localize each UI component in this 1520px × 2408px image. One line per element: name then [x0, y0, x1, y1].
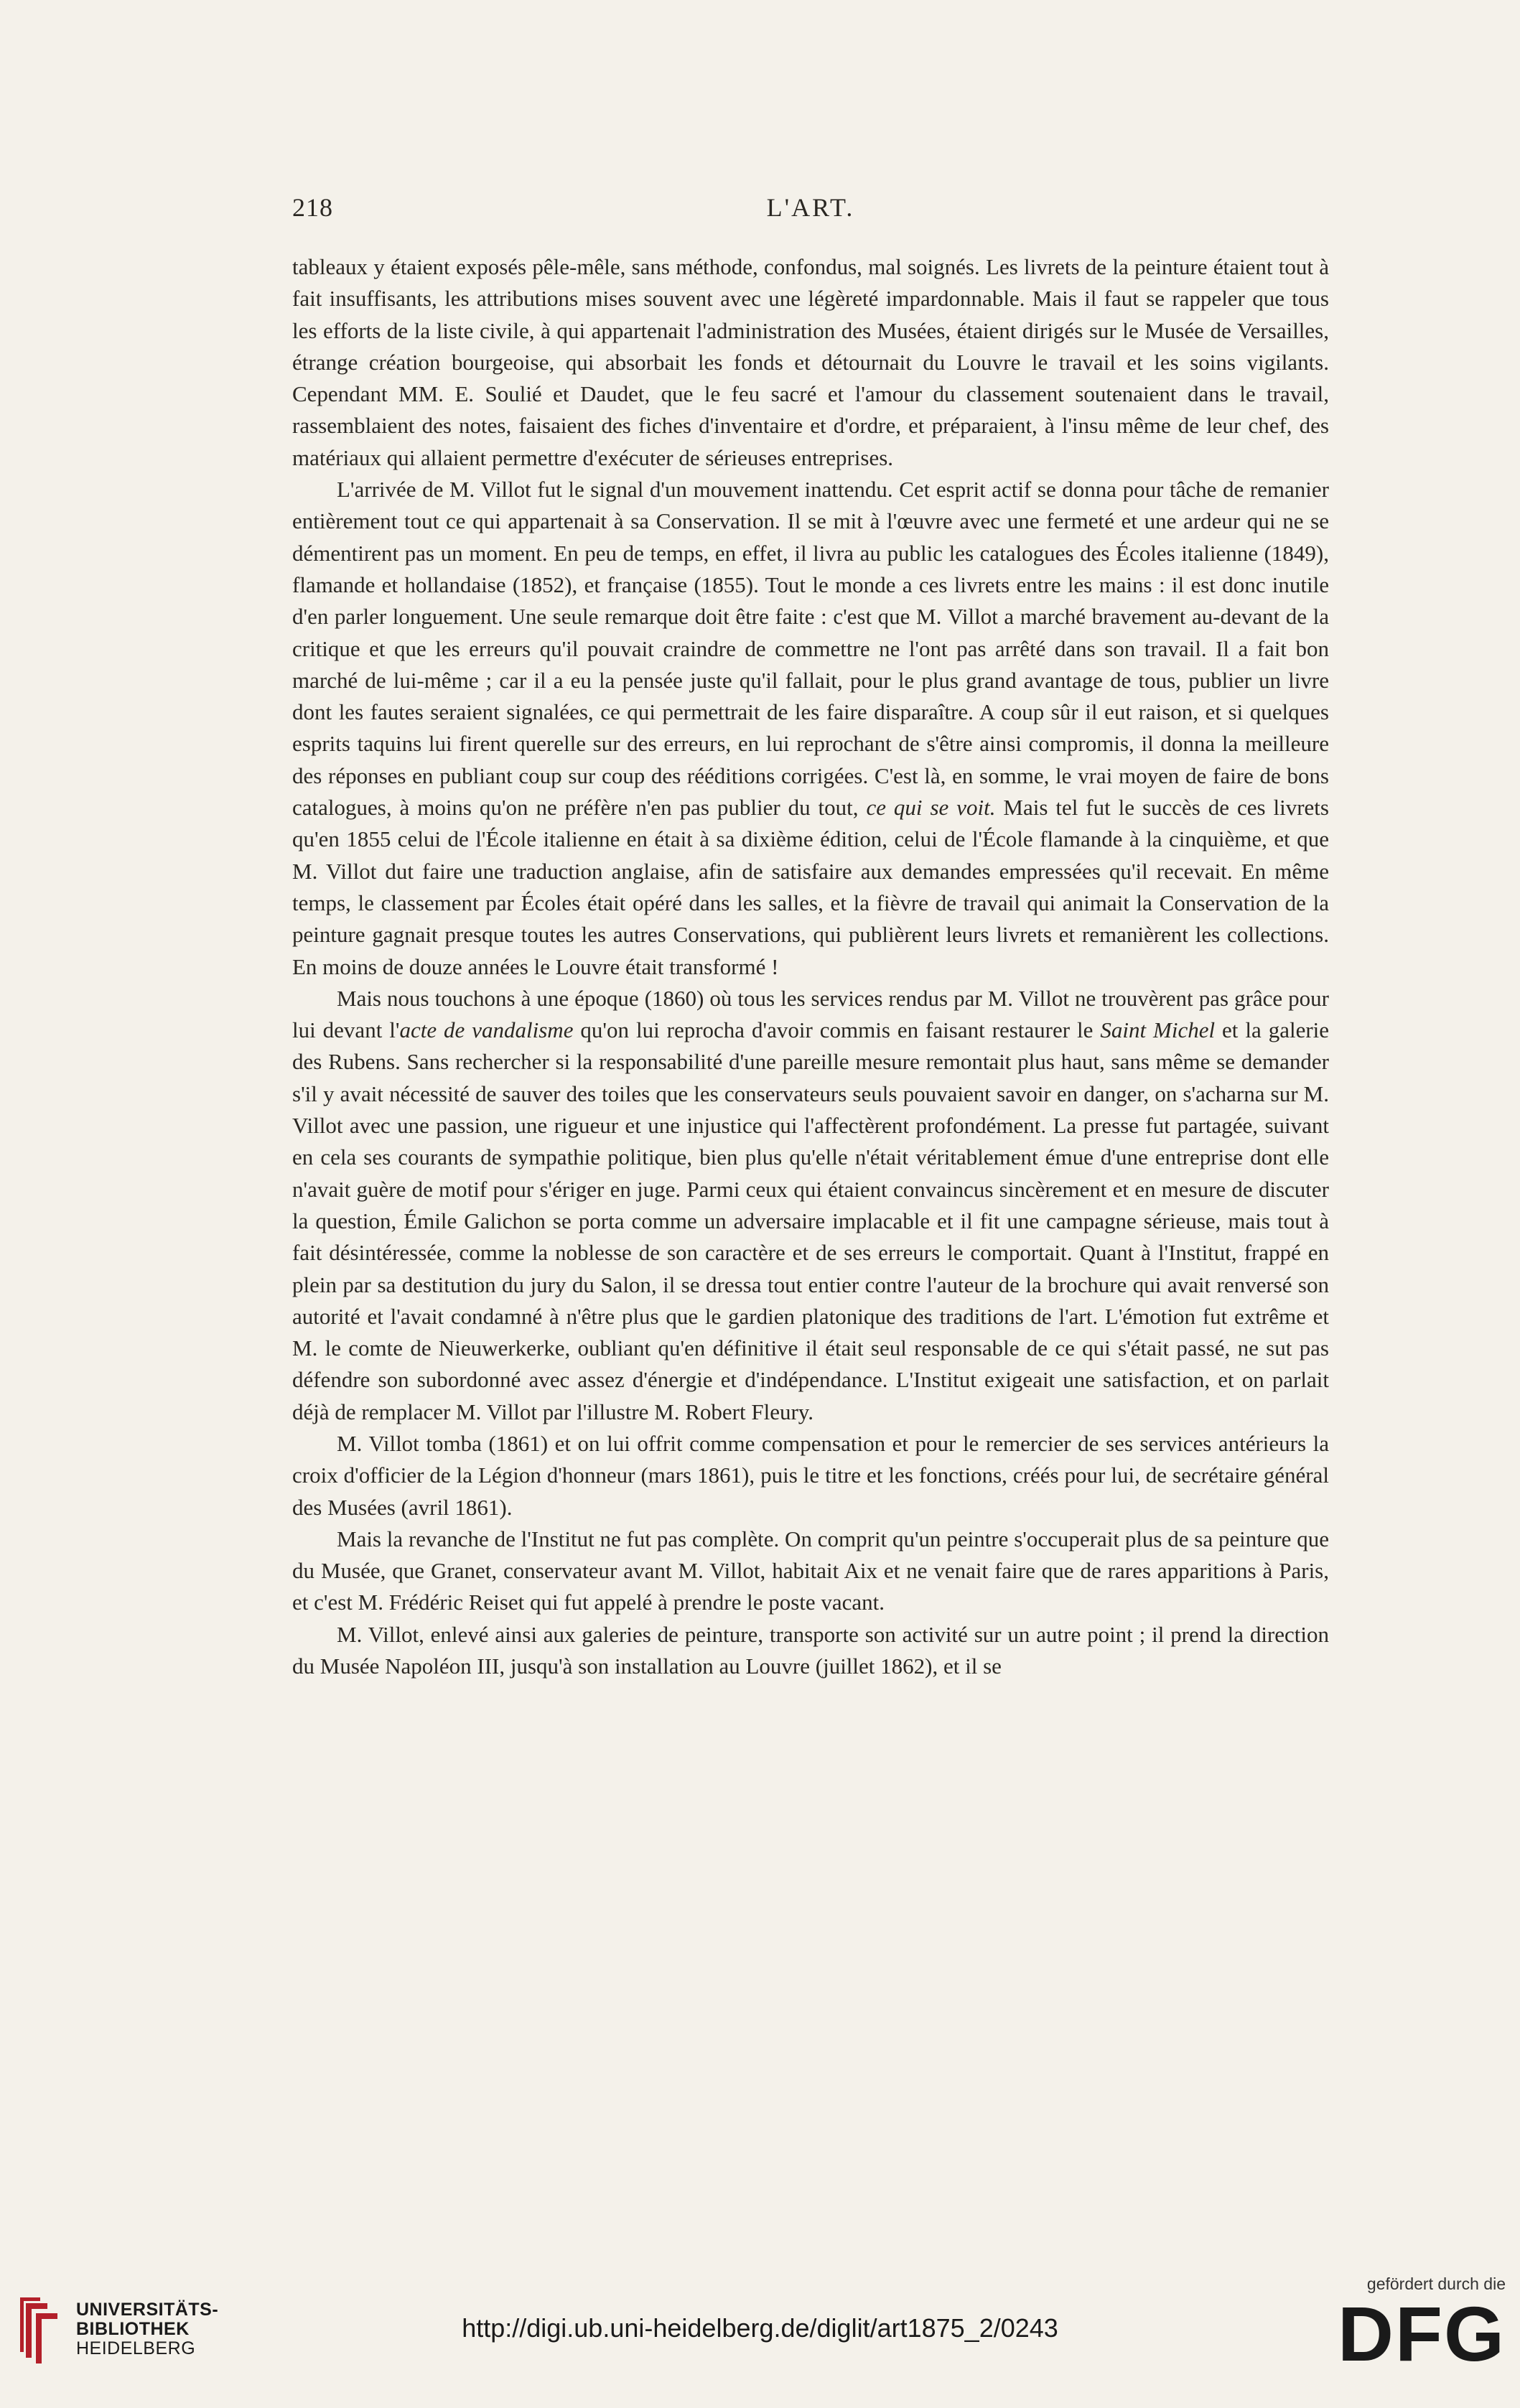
paragraph-2-tail: Mais tel fut le succès de ces livrets qu'en 1855 celui de l'École italienne en était à sa dixième édition, celui de l'École flamande à la cinquième, et que M. Villot dut faire une traduction anglaise, afin de satisfaire aux demandes empressées qu'il recevait. En même temps, le classement par Écoles était opéré dans les salles, et la fièvre de travail qui animait la Conservation de la peinture gagnait presque toutes les autres Conservations, qui publièrent leurs livrets et remanièrent les collections. En moins de douze années le Louvre était transformé !	[292, 795, 1329, 979]
page-header	[292, 192, 1329, 235]
source-url[interactable]: http://digi.ub.uni-heidelberg.de/diglit/art1875_2/0243	[462, 2313, 1058, 2343]
paragraph-2	[292, 474, 1329, 983]
paragraph-3-italic-2: Saint Michel	[1100, 1017, 1216, 1043]
paragraph-5: Mais la revanche de l'Institut ne fut pas complète. On comprit qu'un peintre s'occuperait plus de sa peinture que du Musée, que Granet, conservateur avant M. Villot, habitait Aix et ne venait faire que de rares apparitions à Paris, et c'est M. Frédéric Reiset qui fut appelé à prendre le poste vacant.	[292, 1526, 1329, 1615]
page-number: 218	[292, 193, 333, 222]
dfg-funding	[1333, 2274, 1506, 2377]
paragraph-2-text: L'arrivée de M. Villot fut le signal d'un mouvement inattendu. Cet esprit actif se donna pour tâche de remanier entièrement tout ce qui appartenait à sa Conservation. Il se mit à l'œuvre avec une fermeté et une ardeur qui ne se démentirent pas un moment. En peu de temps, en effet, il livra au public les catalogues des Écoles italienne (1849), flamande et hollandaise (1852), et française (1855). Tout le monde a ces livrets entre les mains : il est donc inutile d'en parler longuement. Une seule remarque doit être faite : c'est que M. Villot a marché bravement au-devant de la critique et que les erreurs qu'il pouvait craindre de commettre ne l'ont pas arrêté dans son travail. Il a fait bon marché de lui-même ; car il a eu la pensée juste qu'il fallait, pour le plus grand avantage de tous, publier un livre dont les fautes seraient signalées, ce qui permettrait de les faire disparaître. A coup sûr il eut raison, et si quelques esprits taquins lui firent querelle sur des erreurs, en lui reprochant de s'être ainsi compromis, il donna la meilleure des réponses en publiant coup sur coup des rééditions corrigées. C'est là, en somme, le vrai moyen de faire de bons catalogues, à moins qu'on ne préfère n'en pas publier du tout,	[292, 477, 1329, 821]
paragraph-1: tableaux y étaient exposés pêle-mêle, sans méthode, confondus, mal soignés. Les livrets de la peinture étaient tout à fait insuffisants, les attributions mises souvent avec une légèreté impardonnable. Mais il faut se rappeler que tous les efforts de la liste civile, à qui appartenait l'administration des Musées, étaient dirigés sur le Musée de Versailles, étrange création bourgeoise, qui absorbait les fonds et détournait du Louvre le travail et les soins vigilants. Cependant MM. E. Soulié et Daudet, que le feu sacré et l'amour du classement soutenaient dans le travail, rassemblaient des notes, faisaient des fiches d'inventaire et d'ordre, et préparaient, à l'insu même de leur chef, des matériaux qui allaient permettre d'exécuter de sérieuses entreprises.	[292, 254, 1329, 470]
dfg-logo[interactable]: DFG	[1338, 2290, 1506, 2377]
library-name-line-3: HEIDELBERG	[76, 2338, 196, 2358]
library-name-line-2: BIBLIOTHEK	[76, 2319, 190, 2339]
paragraph-3	[292, 983, 1329, 1428]
library-name-line-1: UNIVERSITÄTS-	[76, 2300, 219, 2320]
running-title: L'ART.	[766, 193, 855, 222]
paragraph-3-part-a: Mais nous touchons à une époque (1860) où tous les services rendus par M. Villot ne trouvèrent pas grâce pour lui devant l'	[292, 985, 1329, 1043]
paragraph-3-part-b: qu'on lui reprocha d'avoir commis en faisant restaurer le	[580, 1017, 1094, 1043]
footer-band	[0, 2247, 1520, 2408]
paragraph-3-italic-1: acte de vandalisme	[399, 1017, 574, 1043]
funding-caption: gefördert durch die	[1366, 2274, 1506, 2293]
article-body	[292, 251, 1329, 1682]
paragraph-6: M. Villot, enlevé ainsi aux galeries de peinture, transporte son activité sur un autre point ; il prend la direction du Musée Napoléon III, jusqu'à son installation au Louvre (juillet 1862), et il se	[292, 1621, 1329, 1679]
paragraph-4: M. Villot tomba (1861) et on lui offrit comme compensation et pour le remercier de ses services antérieurs la croix d'officier de la Légion d'honneur (mars 1861), puis le titre et les fonctions, créés pour lui, de secrétaire général des Musées (avril 1861).	[292, 1430, 1329, 1520]
paragraph-3-part-c: et la galerie des Rubens. Sans rechercher si la responsabilité d'une pareille mesure remontait plus haut, sans même se demander s'il y avait nécessité de sauver des toiles que les conservateurs seuls pouvaient savoir en danger, on s'acharna sur M. Villot avec une passion, une rigueur et une injustice qui l'affectèrent profondément. La presse fut partagée, suivant en cela ses courants de sympathie politique, bien plus qu'elle n'était véritablement émue d'une entreprise dont elle n'avait guère de motif pour s'ériger en juge. Parmi ceux qui étaient convaincus sincèrement et en mesure de discuter la question, Émile Galichon se porta comme un adversaire implacable et il fit une campagne sérieuse, mais tout à fait désintéressée, comme la noblesse de son caractère et de ses erreurs le comportait. Quant à l'Institut, frappé en plein par sa destitution du jury du Salon, il se dressa tout entier contre l'auteur de la brochure qui avait renversé son autorité et l'avait condamné à n'être plus que le gardien platonique des traditions de l'art. L'émotion fut extrême et M. le comte de Nieuwerkerke, oubliant qu'en définitive il était seul responsable de ce qui s'était passé, ne sut pas défendre son subordonné avec assez d'énergie et d'indépendance. L'Institut exigeait une satisfaction, et on parlait déjà de remplacer M. Villot par l'illustre M. Robert Fleury.	[292, 1017, 1330, 1424]
paragraph-2-italic: ce qui se voit.	[866, 795, 996, 821]
